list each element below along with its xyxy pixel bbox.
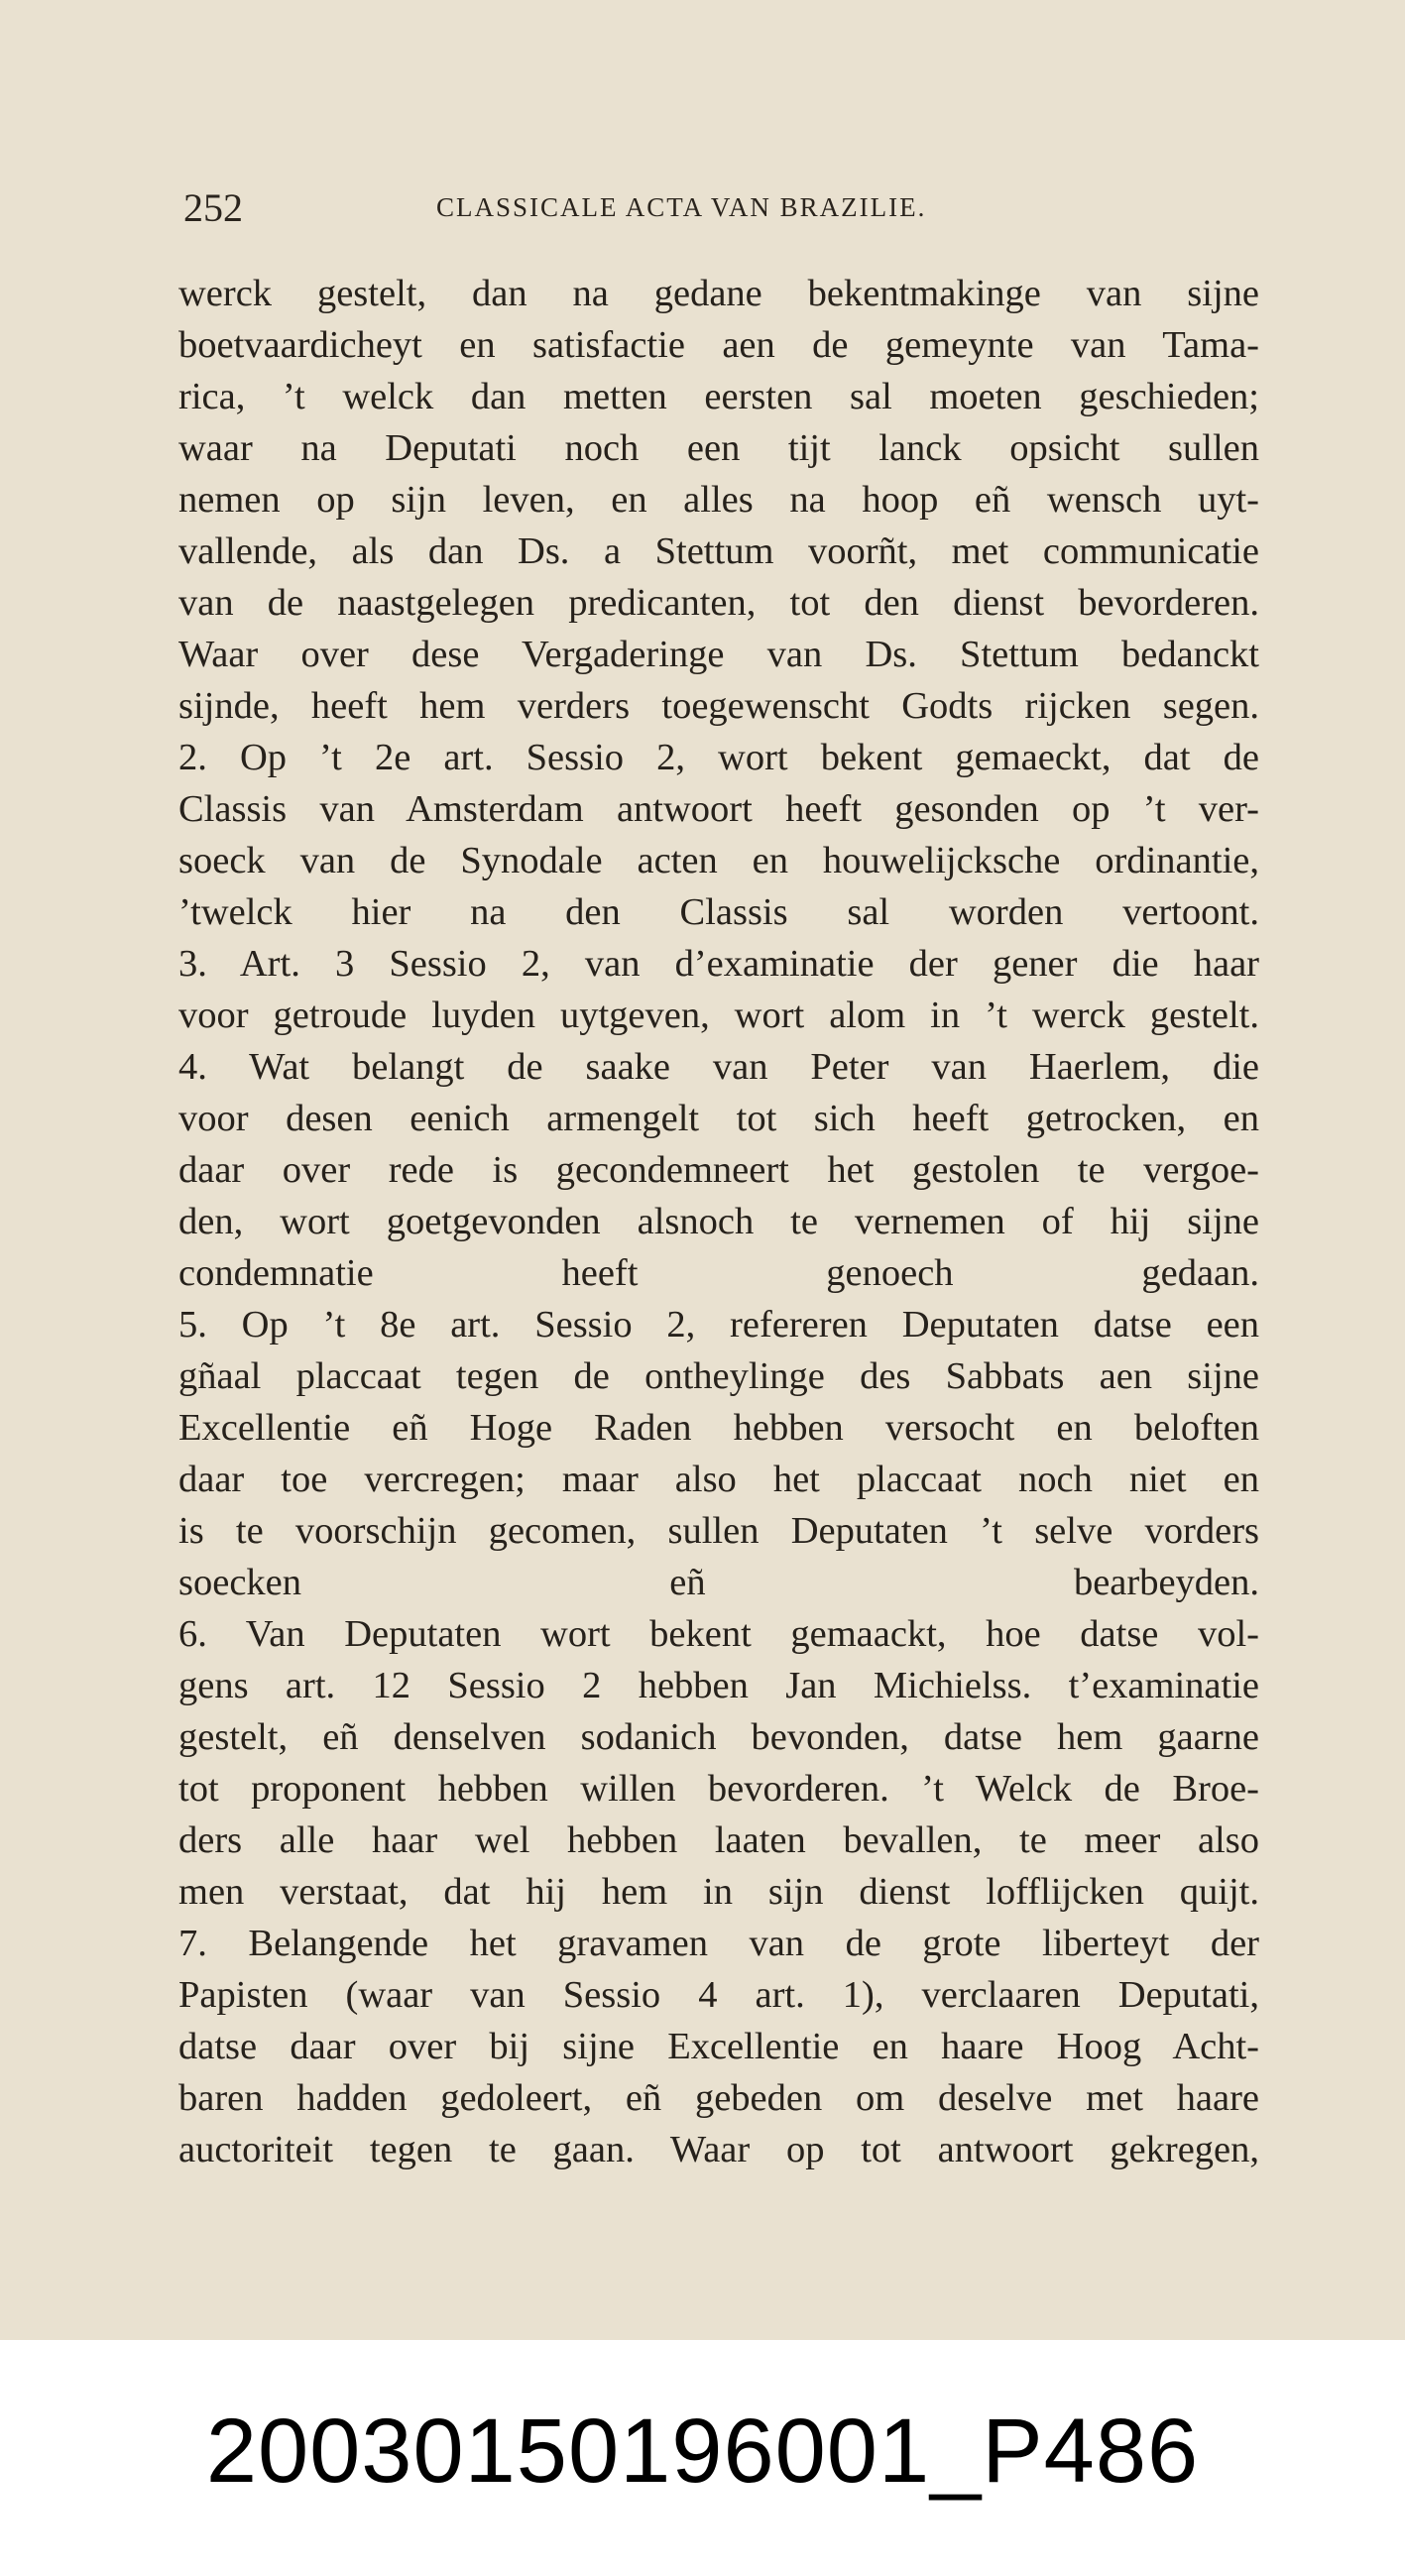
text-line: baren hadden gedoleert, eñ gebeden om deselve met haare (178, 2077, 1259, 2119)
text-line: 6. Van Deputaten wort bekent gemaackt, hoe datse vol- (178, 1613, 1259, 1655)
text-line: tot proponent hebben willen bevorderen. ’t Welck de Broe- (178, 1768, 1259, 1810)
text-line: Excellentie eñ Hoge Raden hebben versocht en beloften (178, 1407, 1259, 1449)
text-line: Papisten (waar van Sessio 4 art. 1), verclaaren Deputati, (178, 1974, 1259, 2016)
text-line: nemen op sijn leven, en alles na hoop eñ wensch uyt- (178, 479, 1259, 521)
text-line: boetvaardicheyt en satisfactie aen de gemeynte van Tama- (178, 324, 1259, 366)
text-line: soecken eñ bearbeyden. (178, 1562, 1259, 1603)
text-line: ders alle haar wel hebben laaten bevallen, te meer also (178, 1819, 1259, 1861)
text-line: Waar over dese Vergaderinge van Ds. Stettum bedanckt (178, 634, 1259, 675)
body-text (178, 268, 1259, 2175)
text-line: ’twelck hier na den Classis sal worden vertoont. (178, 891, 1259, 933)
text-line: 2. Op ’t 2e art. Sessio 2, wort bekent gemaeckt, dat de (178, 737, 1259, 778)
text-line: gens art. 12 Sessio 2 hebben Jan Michielss. t’examinatie (178, 1665, 1259, 1706)
scan-identifier: 20030150196001_P486 (205, 2400, 1200, 2502)
text-line: van de naastgelegen predicanten, tot den dienst bevorderen. (178, 582, 1259, 624)
text-line: waar na Deputati noch een tijt lanck opsicht sullen (178, 427, 1259, 469)
text-line: daar toe vercregen; maar also het placcaat noch niet en (178, 1459, 1259, 1500)
text-line: rica, ’t welck dan metten eersten sal moeten geschieden; (178, 376, 1259, 417)
text-line: Classis van Amsterdam antwoort heeft gesonden op ’t ver- (178, 788, 1259, 830)
text-line: 4. Wat belangt de saake van Peter van Haerlem, die (178, 1046, 1259, 1088)
text-line: voor desen eenich armengelt tot sich heeft getrocken, en (178, 1098, 1259, 1139)
text-line: sijnde, heeft hem verders toegewenscht Godts rijcken segen. (178, 685, 1259, 727)
text-line: gñaal placcaat tegen de ontheylinge des Sabbats aen sijne (178, 1355, 1259, 1397)
running-head (183, 184, 1197, 234)
text-line: den, wort goetgevonden alsnoch te vernemen of hij sijne (178, 1201, 1259, 1242)
text-line: vallende, als dan Ds. a Stettum voorñt, met communicatie (178, 530, 1259, 572)
text-line: datse daar over bij sijne Excellentie en haare Hoog Acht- (178, 2026, 1259, 2067)
text-line: werck gestelt, dan na gedane bekentmakinge van sijne (178, 273, 1259, 314)
text-line: gestelt, eñ denselven sodanich bevonden, datse hem gaarne (178, 1716, 1259, 1758)
text-line: 3. Art. 3 Sessio 2, van d’examinatie der gener die haar (178, 943, 1259, 985)
text-line: daar over rede is gecondemneert het gestolen te vergoe- (178, 1149, 1259, 1191)
text-line: 7. Belangende het gravamen van de grote liberteyt der (178, 1923, 1259, 1964)
text-line: 5. Op ’t 8e art. Sessio 2, refereren Deputaten datse een (178, 1304, 1259, 1346)
text-line: condemnatie heeft genoech gedaan. (178, 1252, 1259, 1294)
text-line: men verstaat, dat hij hem in sijn dienst lofflijcken quijt. (178, 1871, 1259, 1913)
page-number: 252 (183, 185, 243, 230)
text-line: is te voorschijn gecomen, sullen Deputaten ’t selve vorders (178, 1510, 1259, 1552)
running-title: CLASSICALE ACTA VAN BRAZILIE. (436, 192, 927, 222)
text-line: soeck van de Synodale acten en houwelijcksche ordinantie, (178, 840, 1259, 881)
text-line: voor getroude luyden uytgeven, wort alom in ’t werck gestelt. (178, 995, 1259, 1036)
text-line: auctoriteit tegen te gaan. Waar op tot antwoort gekregen, (178, 2129, 1259, 2170)
